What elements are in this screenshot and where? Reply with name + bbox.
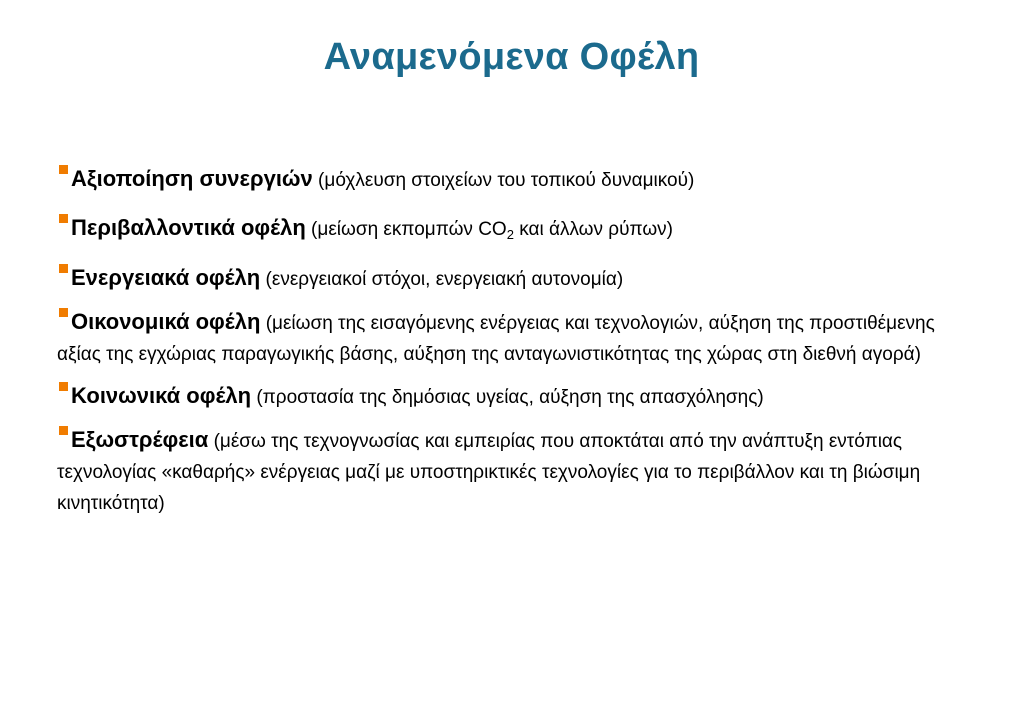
bullet-description-text: και άλλων ρύπων) bbox=[513, 219, 673, 240]
list-item-outreach bbox=[57, 424, 967, 519]
list-item-economic bbox=[57, 306, 967, 370]
bullet-heading: Κοινωνικά οφέλη bbox=[71, 383, 252, 408]
subscript-text: 2 bbox=[506, 227, 514, 242]
bullet-description bbox=[311, 219, 673, 240]
slide-title: Αναμενόμενα Οφέλη bbox=[323, 36, 700, 78]
list-item-environmental bbox=[57, 212, 967, 245]
bullet-description: (μόχλευση στοιχείων του τοπικού δυναμικού) bbox=[318, 170, 695, 191]
bullet-description-text: (μείωση εκπομπών CO bbox=[311, 219, 507, 240]
square-bullet-icon bbox=[59, 426, 68, 435]
square-bullet-icon bbox=[59, 382, 68, 391]
bullet-heading: Οικονομικά οφέλη bbox=[71, 309, 261, 334]
list-item-social bbox=[57, 380, 967, 413]
list-item-synergies bbox=[57, 163, 967, 196]
bullet-description: (μέσω της τεχνογνωσίας και εμπειρίας που αποκτάται από την ανάπτυξη εντόπιας τεχνολογίας «καθαρής» ενέργειας μαζί με υποστηρικτικές τεχνολογίες για το περιβάλλον και τη βιώσιμη κινητικότητα) bbox=[57, 431, 921, 514]
bullet-heading: Ενεργειακά οφέλη bbox=[71, 265, 261, 290]
list-item-energy bbox=[57, 262, 967, 295]
square-bullet-icon bbox=[59, 165, 68, 174]
bullet-description: (μείωση της εισαγόμενης ενέργειας και τεχνολογιών, αύξηση της προστιθέμενης αξίας της εγχώριας παραγωγικής βάσης, αύξηση της ανταγωνιστικότητας της χώρας στη διεθνή αγορά) bbox=[57, 313, 935, 365]
bullet-description: (ενεργειακοί στόχοι, ενεργειακή αυτονομία) bbox=[265, 269, 624, 290]
benefits-list bbox=[57, 163, 967, 531]
square-bullet-icon bbox=[59, 214, 68, 223]
bullet-description: (προστασία της δημόσιας υγείας, αύξηση της απασχόλησης) bbox=[256, 387, 764, 408]
square-bullet-icon bbox=[59, 308, 68, 317]
square-bullet-icon bbox=[59, 264, 68, 273]
bullet-heading: Αξιοποίηση συνεργιών bbox=[71, 166, 313, 191]
bullet-heading: Περιβαλλοντικά οφέλη bbox=[71, 215, 306, 240]
bullet-heading: Εξωστρέφεια bbox=[71, 427, 209, 452]
